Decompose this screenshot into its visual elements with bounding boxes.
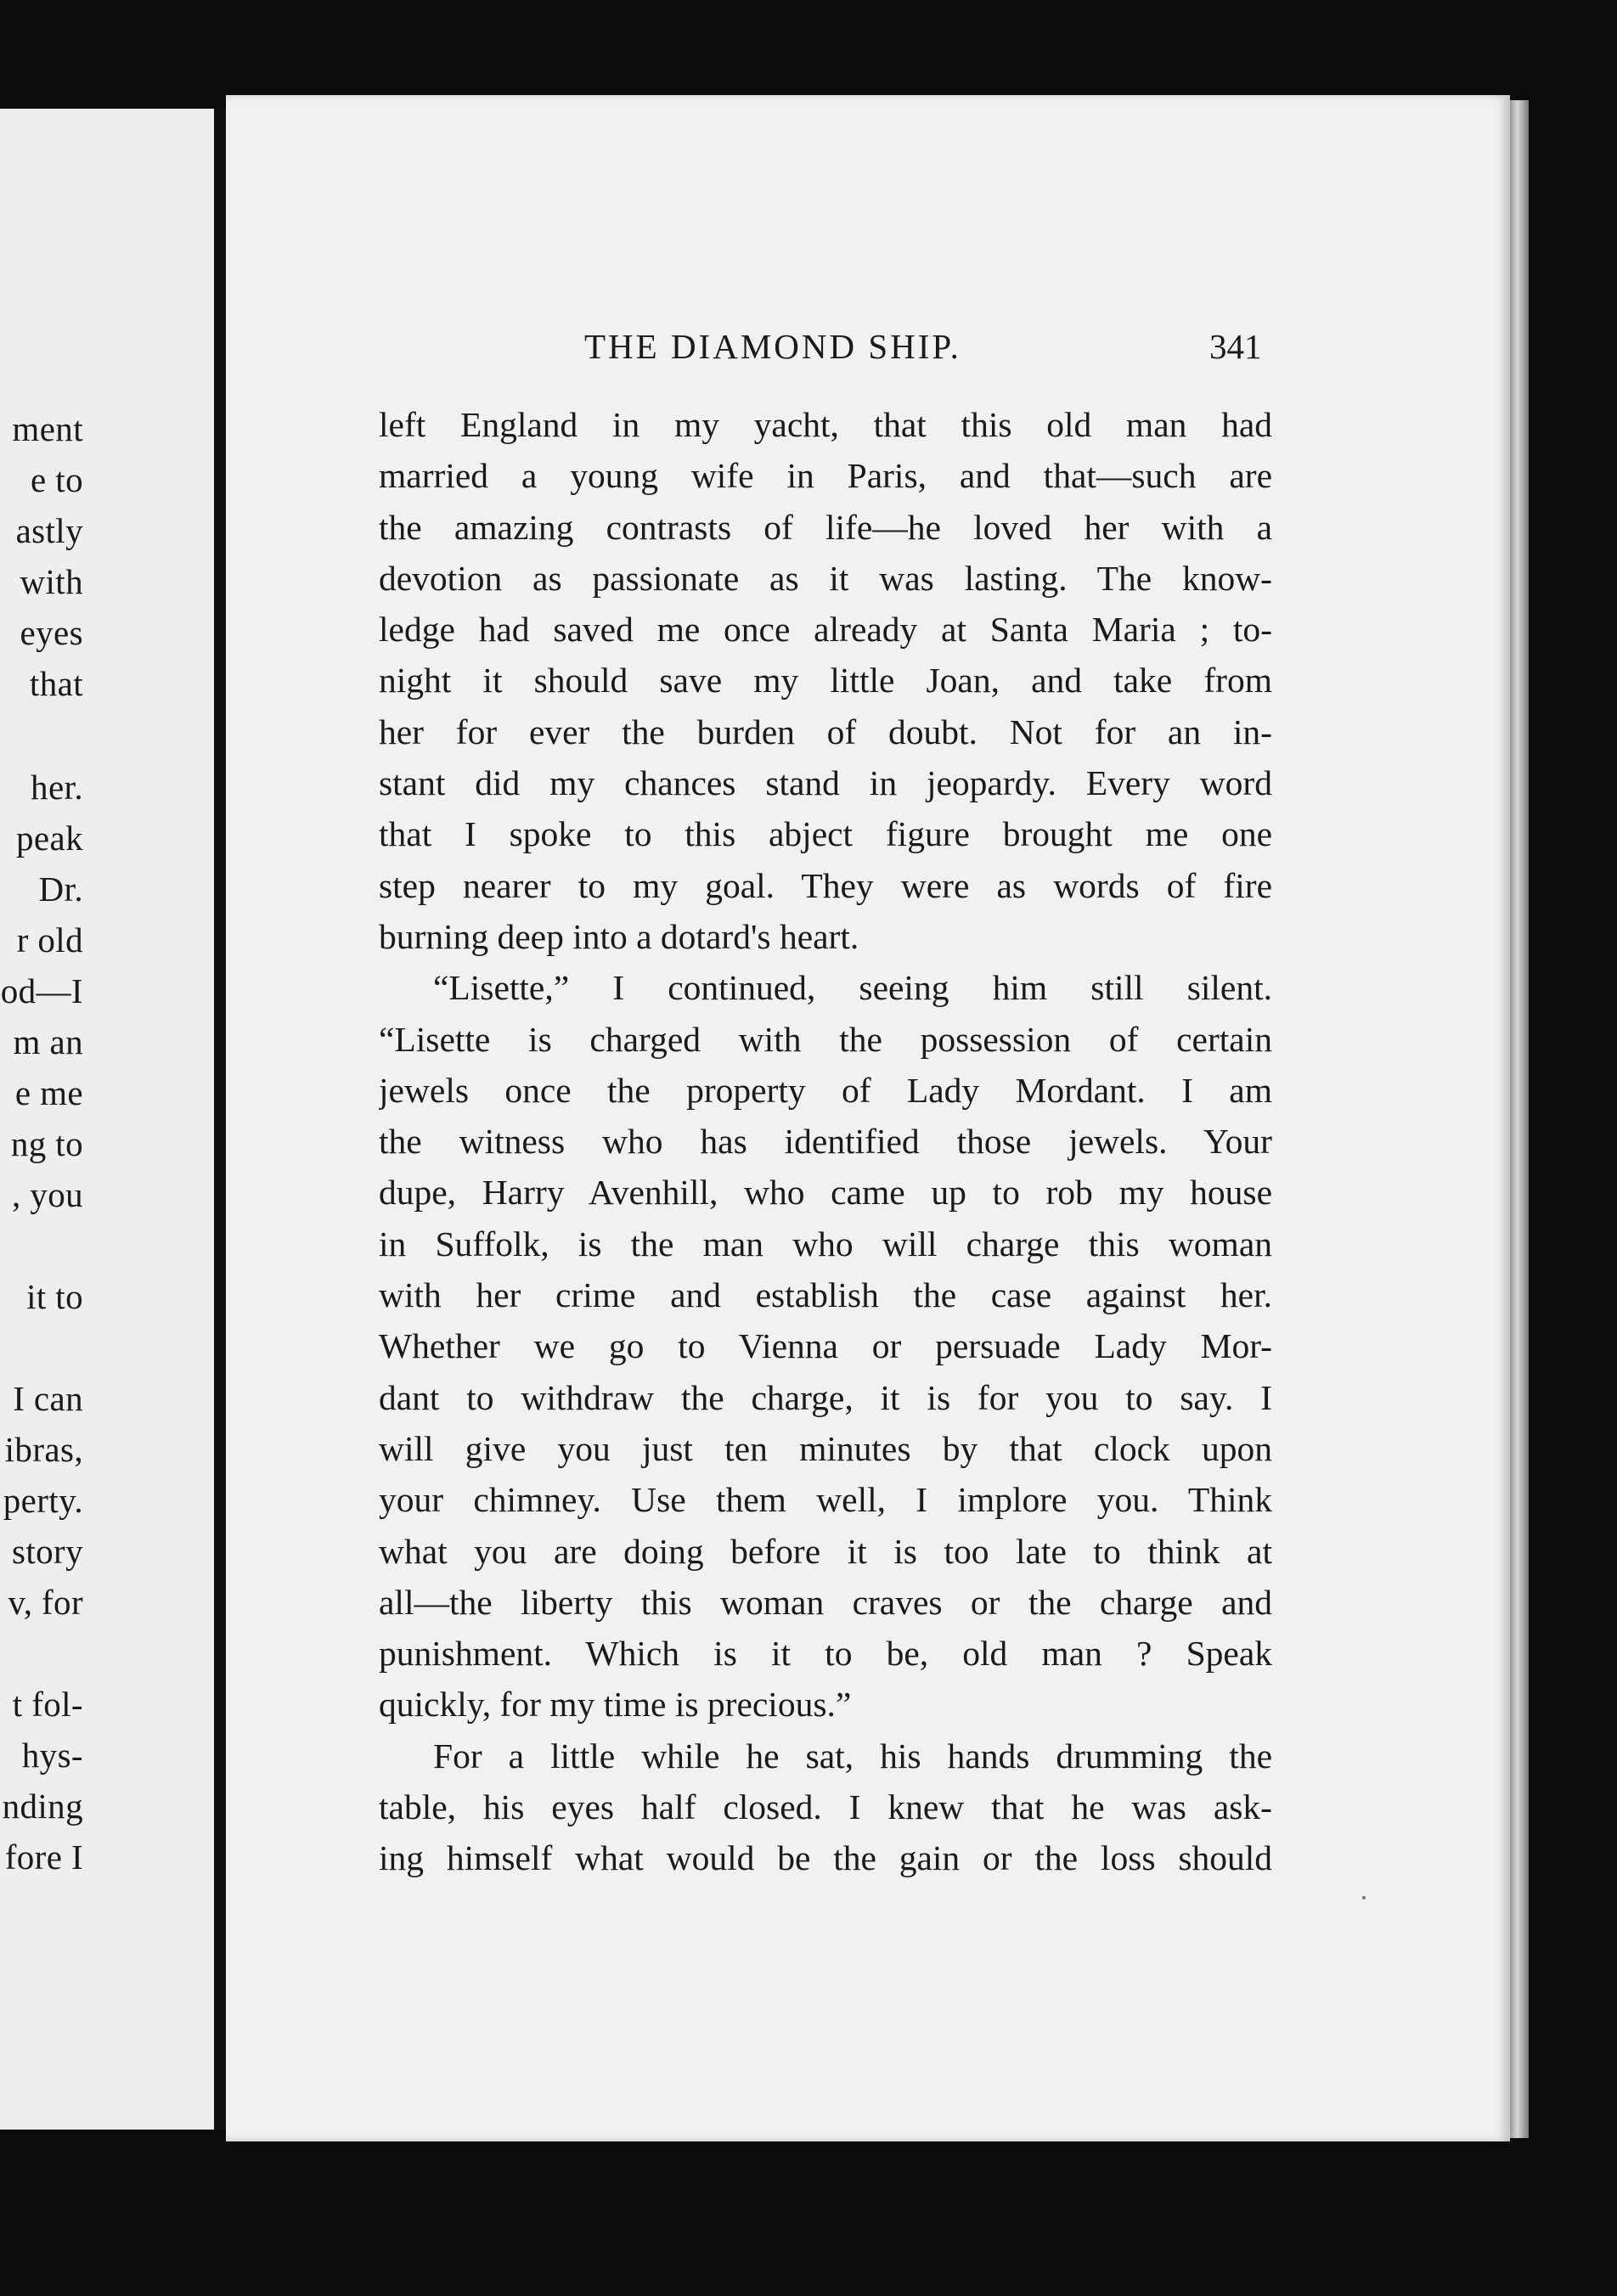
left-page-line: story [12,1532,83,1571]
left-page-line: v, for [8,1583,83,1622]
left-page-line: I can [13,1379,83,1418]
left-page-line: perty. [3,1481,83,1520]
left-page-line: , you [12,1175,83,1214]
text-line: For a little while he sat, his hands drumming the [433,1736,1272,1775]
text-line: “Lisette,” I continued, seeing him still silent. [433,968,1272,1008]
left-page-line: Dr. [38,869,83,909]
text-line: ing himself what would be the gain or the loss should [379,1838,1272,1878]
left-page-line: t fol- [12,1685,83,1724]
text-line: punishment. Which is it to be, old man ? Speak [379,1634,1272,1674]
text-line: night it should save my little Joan, and take from [379,661,1272,701]
running-head: THE DIAMOND SHIP. [584,327,961,366]
left-page-line: e me [14,1073,83,1112]
left-page-line: her. [31,768,83,807]
text-line: will give you just ten minutes by that clock upon [379,1428,1272,1468]
left-page-line: with [20,562,83,601]
left-page-line: peak [16,819,83,858]
text-line: that I spoke to this abject figure brought me one [379,814,1272,854]
text-line: left England in my yacht, that this old man had [379,405,1272,444]
text-line: table, his eyes half closed. I knew that he was ask- [379,1787,1272,1827]
left-page-line: ibras, [4,1430,83,1469]
left-page-line: fore I [4,1837,83,1877]
left-page-line: r old [16,920,83,959]
page-number: 341 [1209,327,1262,366]
left-page-fragment [0,109,217,2130]
text-line: your chimney. Use them well, I implore you. Think [379,1480,1272,1520]
dust-speck [1362,1896,1366,1899]
page-edge [1510,100,1529,2138]
left-page-line: it to [26,1277,83,1316]
text-line: with her crime and establish the case against her. [379,1275,1272,1315]
left-page-line: m an [13,1022,83,1061]
text-line: burning deep into a dotard's heart. [379,916,859,956]
left-page-line: ng to [10,1124,83,1163]
text-line: the witness who has identified those jewels. Your [379,1122,1272,1162]
left-page-line: e to [31,460,83,499]
left-page-line: eyes [20,613,83,652]
text-line: stant did my chances stand in jeopardy. Every word [379,763,1272,803]
left-page-line: hys- [21,1736,83,1775]
text-line: all—the liberty this woman craves or the charge and [379,1582,1272,1622]
text-line: dant to withdraw the charge, it is for you to say. I [379,1377,1272,1417]
text-line: dupe, Harry Avenhill, who came up to rob my house [379,1173,1272,1213]
text-line: what you are doing before it is too late to think at [379,1531,1272,1571]
left-page-line: nding [2,1787,83,1826]
text-line: Whether we go to Vienna or persuade Lady Mor- [379,1326,1272,1366]
body-text [379,399,1272,1884]
left-page-line: that [29,664,83,703]
text-line: step nearer to my goal. They were as words of fire [379,865,1272,905]
text-line: ledge had saved me once already at Santa Maria ; to- [379,610,1272,650]
text-line: jewels once the property of Lady Mordant. I am [379,1070,1272,1110]
book-gutter [214,109,226,2130]
left-page-line: od—I [0,971,83,1010]
text-line: “Lisette is charged with the possession of certain [379,1019,1272,1059]
text-line: quickly, for my time is precious.” [379,1685,852,1725]
text-line: married a young wife in Paris, and that—such are [379,456,1272,496]
left-page-line: astly [15,511,83,550]
left-page-line: ment [12,409,83,448]
text-line: devotion as passionate as it was lasting. The know- [379,558,1272,598]
text-line: in Suffolk, is the man who will charge this woman [379,1224,1272,1263]
text-line: her for ever the burden of doubt. Not for an in- [379,712,1272,751]
text-line: the amazing contrasts of life—he loved her with a [379,507,1272,547]
